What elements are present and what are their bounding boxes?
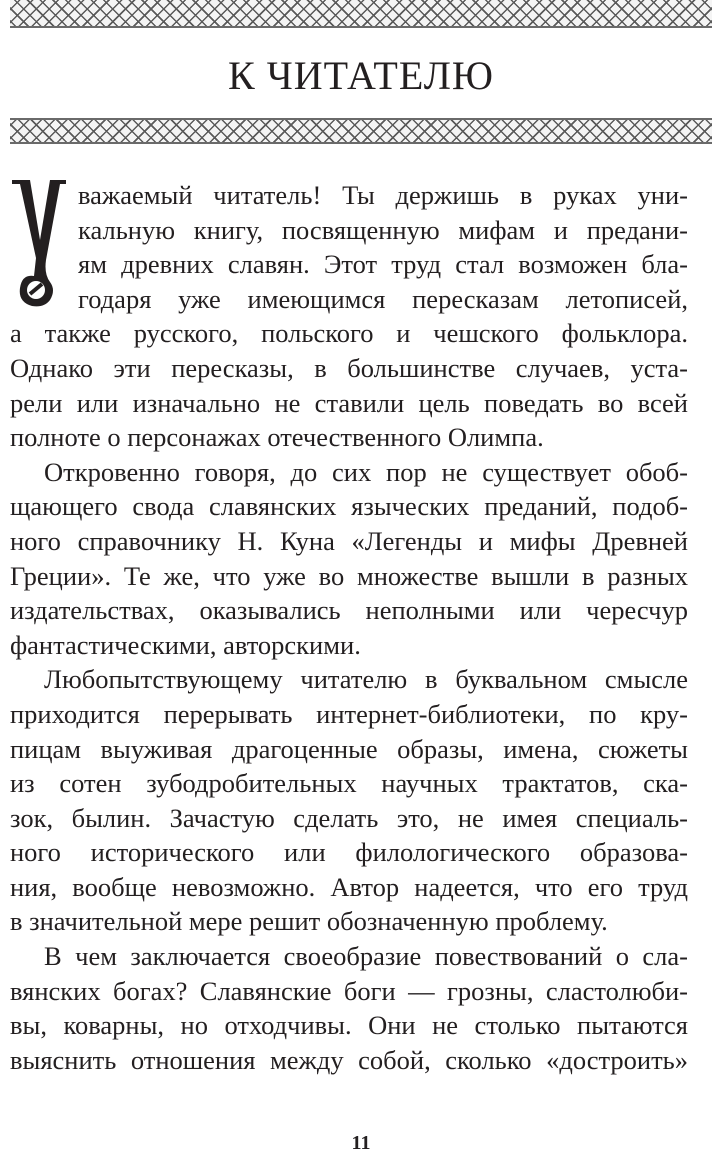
text-line: Любопытствующему читателю в буквальном смысле: [44, 664, 688, 695]
text-line: годаря уже имеющимся пересказам летописей,: [78, 283, 688, 314]
text-line: пицам выуживая драгоценные образы, имена, сюжеты: [10, 733, 688, 764]
text-line: В чем заключается своеобразие повествований о сла-: [44, 941, 688, 972]
text-line: зок, былин. Зачастую сделать это, не имея специаль-: [10, 802, 688, 833]
text-line: вы, коварны, но отходчивы. Они не столько пытаются: [10, 1010, 688, 1041]
text-line: Откровенно говоря, до сих пор не существует обоб-: [44, 456, 688, 487]
text-line: из сотен зубодробительных научных трактатов, ска-: [10, 768, 688, 799]
text-line: щающего свода славянских языческих преданий, подоб-: [10, 491, 688, 522]
text-line: вянских богах? Славянские боги — грозны, сластолюби-: [10, 975, 688, 1006]
text-line: важаемый читатель! Ты держишь в руках уни-: [78, 180, 688, 210]
text-line: Однако эти пересказы, в большинстве случаев, уста-: [10, 352, 688, 383]
text-line: выяснить отношения между собой, сколько «достроить»: [10, 1044, 688, 1075]
top-ornament-border: [10, 0, 712, 28]
text-line: фантастическими, авторскими.: [10, 629, 361, 660]
text-line: Греции». Те же, что уже во множестве вышли в разных: [10, 560, 688, 591]
text-line: ного исторического или филологического образова-: [10, 837, 688, 868]
text-line: а также русского, польского и чешского фольклора.: [10, 318, 688, 349]
text-line: полноте о персонажах отечественного Олимпа.: [10, 422, 544, 453]
title-ornament-border: [10, 118, 712, 144]
text-line: ям древних славян. Этот труд стал возможен бла-: [78, 249, 688, 280]
text-line: ния, вообще невозможно. Автор надеется, что его труд: [10, 871, 688, 902]
text-line: кальную книгу, посвященную мифам и предани-: [78, 214, 688, 245]
text-line: издательствах, оказывались неполными или чересчур: [10, 595, 688, 626]
text-line: ного справочнику Н. Куна «Легенды и мифы Древней: [10, 525, 688, 556]
page-number: 11: [351, 1132, 371, 1154]
text-line: в значительной мере решит обозначенную проблему.: [10, 906, 608, 937]
chapter-title: К ЧИТАТЕЛЮ: [228, 53, 494, 98]
text-line: приходится перерывать интернет-библиотеки, по кру-: [10, 698, 688, 729]
body-text: [10, 178, 688, 1077]
text-line: рели или изначально не ставили цель поведать во всей: [10, 387, 688, 418]
